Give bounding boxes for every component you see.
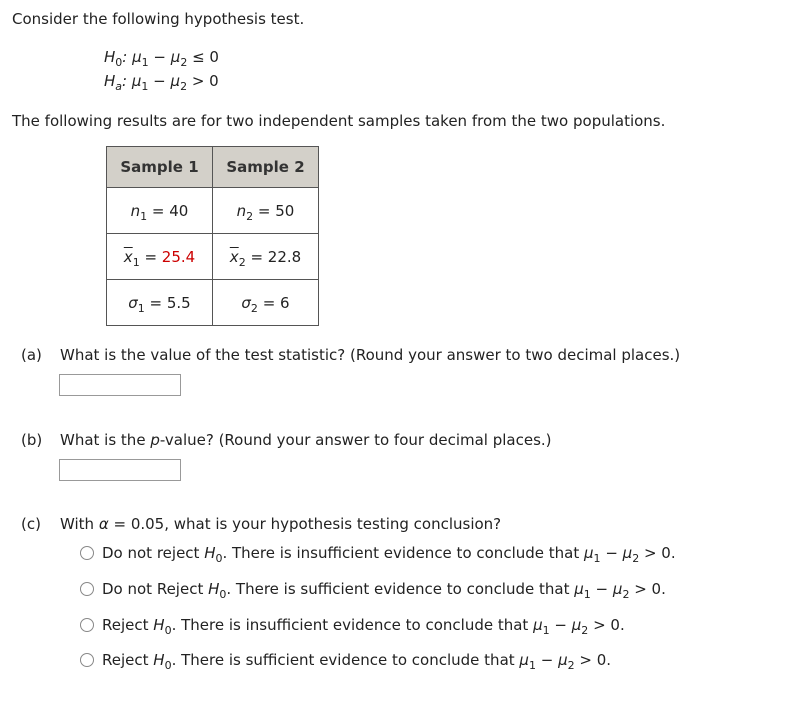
results-text: The following results are for two independent samples taken from the two populations.	[12, 112, 666, 130]
cell-n1: $n_1 = 40$	[107, 188, 213, 234]
cell-x1: $\overline{x}_1 = 25.4$	[107, 234, 213, 280]
part-b-question: What is the p-value? (Round your answer to four decimal places.)	[60, 431, 552, 449]
conclusion-option-3[interactable]: Reject $H_0$. There is insufficient evidence to conclude that $\mu_1 - \mu_2 > 0$.	[80, 616, 625, 634]
cell-x2: $\overline{x}_2 = 22.8$	[213, 234, 319, 280]
radio-button[interactable]	[80, 618, 94, 632]
alternative-hypothesis: $H_a$: $\mu_1 - \mu_2 > 0$	[104, 72, 219, 93]
cell-sigma2: $\sigma_2 = 6$	[213, 280, 319, 326]
null-hypothesis: $H_0$: $\mu_1 - \mu_2 \le 0$	[104, 48, 219, 69]
cell-n2: $n_2 = 50$	[213, 188, 319, 234]
radio-button[interactable]	[80, 546, 94, 560]
intro-text: Consider the following hypothesis test.	[12, 10, 305, 28]
samples-table	[106, 146, 319, 326]
part-a-question: What is the value of the test statistic? (Round your answer to two decimal places.)	[60, 346, 681, 364]
header-sample-1: Sample 1	[107, 147, 213, 188]
radio-button[interactable]	[80, 653, 94, 667]
test-statistic-input[interactable]	[59, 374, 181, 396]
p-value-input[interactable]	[59, 459, 181, 481]
part-c-question: With α = 0.05, what is your hypothesis testing conclusion?	[60, 515, 502, 533]
conclusion-option-4[interactable]: Reject $H_0$. There is sufficient evidence to conclude that $\mu_1 - \mu_2 > 0$.	[80, 651, 611, 669]
part-b-label: (b)	[21, 431, 43, 449]
header-sample-2: Sample 2	[213, 147, 319, 188]
conclusion-option-1[interactable]: Do not reject $H_0$. There is insufficient evidence to conclude that $\mu_1 - \mu_2 > 0$.	[80, 544, 676, 562]
part-c-label: (c)	[21, 515, 41, 533]
part-a-label: (a)	[21, 346, 42, 364]
cell-sigma1: $\sigma_1 = 5.5$	[107, 280, 213, 326]
radio-button[interactable]	[80, 582, 94, 596]
conclusion-option-2[interactable]: Do not Reject $H_0$. There is sufficient evidence to conclude that $\mu_1 - \mu_2 > 0$.	[80, 580, 666, 598]
